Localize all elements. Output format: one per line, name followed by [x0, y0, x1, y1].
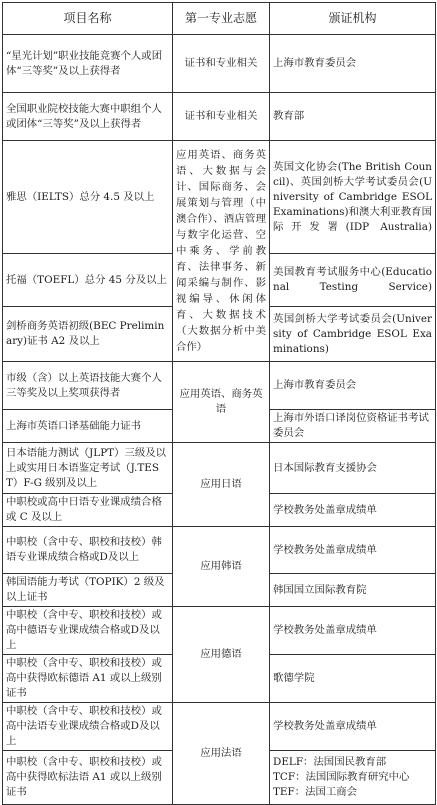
- authority-cell: 英国剑桥大学考试委员会(University of Cambridge ESOL Examinations): [270, 307, 436, 362]
- project-cell: 全国职业院校技能大赛中职组个人或团体“三等奖”及以上获得者: [3, 93, 173, 141]
- authority-cell: 美国教育考试服务中心(Educational Testing Service): [270, 254, 436, 307]
- authority-cell: 教育部: [270, 93, 436, 141]
- header-issuing-authority: 颁证机构: [270, 3, 436, 35]
- table-row: [3, 527, 436, 574]
- authority-cell: 上海市外语口译岗位资格证书考试委员会: [270, 410, 436, 443]
- project-cell: 中职校（含中专、职校和技校）或高中德语专业课成绩合格或D及以上: [3, 607, 173, 655]
- table-row: [3, 607, 436, 655]
- project-cell: 韩国语能力考试（TOPIK）2 级及以上证书: [3, 574, 173, 607]
- project-cell: 雅思（IELTS）总分 4.5 及以上: [3, 141, 173, 254]
- authority-cell: 英国文化协会(The British Council)、英国剑桥大学考试委员会(University of Cambridge ESOL Examinations)和澳大利亚教育国际开发署(IDP Australia): [270, 141, 436, 254]
- major-cell-french: 应用法语: [173, 703, 270, 805]
- header-first-major: 第一专业志愿: [173, 3, 270, 35]
- authority-cell: 韩国国立国际教育院: [270, 574, 436, 607]
- admission-certificate-table-wrapper: [2, 2, 435, 798]
- major-cell-exams: 应用英语、商务英语、大数据与会计、国际商务、会展策划与管理（中澳合作）、酒店管理与数字化运营、空中乘务、学前教育、法律事务、新闻采编与制作、影视编导、休闲体育、大数据技术（大数据分析中美合作）: [173, 141, 270, 362]
- table-row: [3, 35, 436, 93]
- table-row: [3, 362, 436, 410]
- authority-cell: 学校教务处盖章成绩单: [270, 494, 436, 527]
- authority-line-delf: DELF：法国国民教育部: [273, 756, 387, 768]
- project-cell: 上海市英语口译基础能力证书: [3, 410, 173, 443]
- authority-line-tef: TEF：法国工商会: [273, 786, 358, 798]
- authority-cell: 上海市教育委员会: [270, 35, 436, 93]
- certificate-table: [2, 2, 436, 805]
- table-row: [3, 93, 436, 141]
- authority-cell: 学校教务处盖章成绩单: [270, 703, 436, 751]
- project-cell: 中职校（含中专、职校和技校）或高中获得欧标德语 A1 或以上级别证书: [3, 655, 173, 703]
- authority-cell: 日本国际教育支援协会: [270, 443, 436, 494]
- project-cell: 中职校（含中专、职校和技校）或高中法语专业课成绩合格或D及以上: [3, 703, 173, 751]
- authority-cell: 歌德学院: [270, 655, 436, 703]
- table-row: [3, 703, 436, 751]
- authority-cell-multi: [270, 751, 436, 805]
- project-cell: 市级（含）以上英语技能大赛个人三等奖及以上奖项获得者: [3, 362, 173, 410]
- major-cell: 证书和专业相关: [173, 93, 270, 141]
- project-cell: 中职校（含中专、职校和技校）韩语专业课成绩合格或D及以上: [3, 527, 173, 574]
- project-cell: 中职校（含中专、职校和技校）或高中获得欧标法语 A1 或以上级别证书: [3, 751, 173, 805]
- table-header-row: [3, 3, 436, 35]
- major-cell-german: 应用德语: [173, 607, 270, 703]
- major-cell: 证书和专业相关: [173, 35, 270, 93]
- table-row: [3, 141, 436, 254]
- project-cell: 剑桥商务英语初级(BEC Preliminary)证书 A2 及以上: [3, 307, 173, 362]
- authority-cell: 学校教务处盖章成绩单: [270, 607, 436, 655]
- table-row: [3, 443, 436, 494]
- authority-cell: 上海市教育委员会: [270, 362, 436, 410]
- header-project-name: 项目名称: [3, 3, 173, 35]
- major-cell-japanese: 应用日语: [173, 443, 270, 527]
- authority-cell: 学校教务处盖章成绩单: [270, 527, 436, 574]
- project-cell: “星光计划”职业技能竞赛个人或团体“三等奖”及以上获得者: [3, 35, 173, 93]
- project-cell: 中职校或高中日语专业课成绩合格或 C 及以上: [3, 494, 173, 527]
- major-cell-english: 应用英语、商务英语: [173, 362, 270, 443]
- authority-line-tcf: TCF：法国国际教育研究中心: [273, 771, 410, 783]
- project-cell: 托福（TOEFL）总分 45 分及以上: [3, 254, 173, 307]
- major-cell-korean: 应用韩语: [173, 527, 270, 607]
- project-cell: 日本语能力测试（JLPT）三级及以上或实用日本语鉴定考试（J.TEST）F-G 级别及以上: [3, 443, 173, 494]
